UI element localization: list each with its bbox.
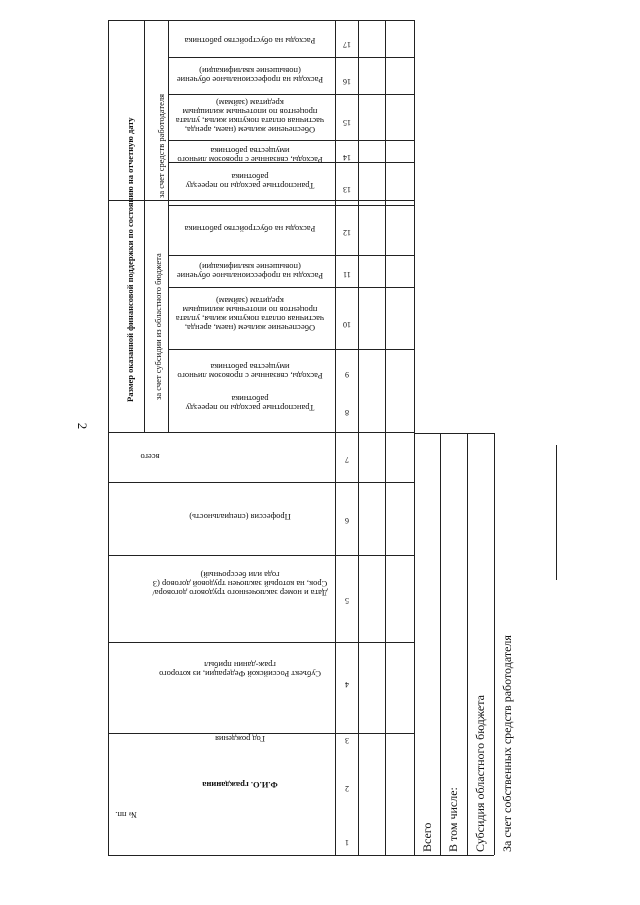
col-label-10: Обеспечение жильем (наем, аренда, частичная оплата покупки жилья, уплата процентов по ипотечным жилищным кредитам (займам) bbox=[175, 296, 325, 333]
col-sep bbox=[108, 200, 414, 201]
numbers-row-sep bbox=[335, 20, 336, 855]
edge-line bbox=[556, 445, 557, 580]
group-header-financial-support: Размер оказанной финансовой поддержки по состоянию на отчетную дату bbox=[125, 117, 135, 402]
col-num-12: 12 bbox=[343, 228, 351, 237]
col-sep bbox=[168, 140, 414, 141]
footer-sep bbox=[467, 433, 468, 855]
col-label-13: Транспортные расходы по переезду работника bbox=[185, 172, 315, 191]
col-label-14: Расходы, связанные с провозом личного имущества работника bbox=[177, 146, 323, 165]
col-label-6: Профессия (специальность) bbox=[189, 512, 291, 522]
col-sep bbox=[168, 57, 414, 58]
col-label-2: Ф.И.О. гражданина bbox=[202, 780, 278, 790]
col-label-15: Обеспечение жильем (наем, аренда, частичная оплата покупки жилья, уплата процентов по ипотечным жилищным кредитам (займам) bbox=[175, 98, 325, 135]
header-sep bbox=[144, 20, 145, 432]
col-label-3: Год рождения bbox=[215, 734, 265, 744]
col-label-9: Расходы, связанные с провозом личного имущества работника bbox=[177, 362, 323, 381]
col-num-11: 11 bbox=[343, 270, 351, 279]
col-label-7: всего bbox=[140, 452, 160, 462]
col-label-8: Транспортные расходы по переезду работника bbox=[185, 394, 315, 413]
table-border-top bbox=[108, 20, 414, 21]
data-row-sep bbox=[358, 20, 359, 855]
col-sep bbox=[108, 642, 414, 643]
col-num-16: 16 bbox=[343, 77, 351, 86]
row-label-regional-subsidy: Субсидия областного бюджета bbox=[473, 695, 487, 852]
col-num-4: 4 bbox=[345, 680, 349, 689]
footer-sep bbox=[414, 433, 494, 434]
data-row-sep bbox=[385, 20, 386, 855]
col-sep bbox=[168, 255, 414, 256]
col-num-10: 10 bbox=[343, 320, 351, 329]
col-label-12: Расходы на обустройство работника bbox=[184, 224, 316, 234]
row-label-employer-funds: За счет собственных средств работодателя bbox=[500, 635, 514, 852]
col-sep bbox=[168, 205, 414, 206]
col-sep bbox=[168, 349, 414, 350]
col-num-1: 1 bbox=[345, 838, 349, 847]
col-num-14: 14 bbox=[343, 153, 351, 162]
group-header-employer: за счет средств работодателя bbox=[156, 94, 166, 198]
col-num-17: 17 bbox=[343, 40, 351, 49]
row-label-including: В том числе: bbox=[446, 787, 460, 852]
table-border-left bbox=[108, 20, 109, 855]
col-label-11: Расходы на профессиональное обучение (повышение квалификации) bbox=[176, 262, 324, 281]
table-border-bottom bbox=[108, 855, 414, 856]
col-num-5: 5 bbox=[345, 596, 349, 605]
header-sep bbox=[168, 20, 169, 432]
col-num-3: 3 bbox=[345, 736, 349, 745]
col-num-7: 7 bbox=[345, 455, 349, 464]
col-num-8: 8 bbox=[345, 408, 349, 417]
footer-sep bbox=[414, 433, 415, 855]
col-num-6: 6 bbox=[345, 516, 349, 525]
footer-sep bbox=[494, 433, 495, 855]
footer-sep bbox=[440, 433, 441, 855]
col-sep bbox=[168, 287, 414, 288]
col-sep bbox=[108, 555, 414, 556]
group-header-regional: за счет субсидии из областного бюджета bbox=[153, 253, 163, 400]
col-sep bbox=[108, 432, 414, 433]
col-label-1: № пп. bbox=[115, 810, 137, 820]
footer-sep bbox=[414, 855, 494, 856]
col-label-5: Дата и номер заключенного трудового договора/ Срок, на который заключен трудовой договор (3 года или бессрочный) bbox=[152, 570, 328, 598]
page-number: 2 bbox=[75, 422, 90, 430]
col-label-4: Субъект Российской Федерации, из которого граж-данин прибыл bbox=[159, 660, 321, 679]
col-label-17: Расходы на обустройство работника bbox=[184, 36, 316, 46]
col-sep bbox=[168, 94, 414, 95]
col-num-15: 15 bbox=[343, 118, 351, 127]
col-num-13: 13 bbox=[343, 185, 351, 194]
col-num-2: 2 bbox=[345, 784, 349, 793]
col-num-9: 9 bbox=[345, 370, 349, 379]
col-label-16: Расходы на профессиональное обучение (повышение квалификации) bbox=[176, 66, 324, 85]
row-label-total: Всего bbox=[420, 822, 434, 852]
col-sep bbox=[108, 482, 414, 483]
